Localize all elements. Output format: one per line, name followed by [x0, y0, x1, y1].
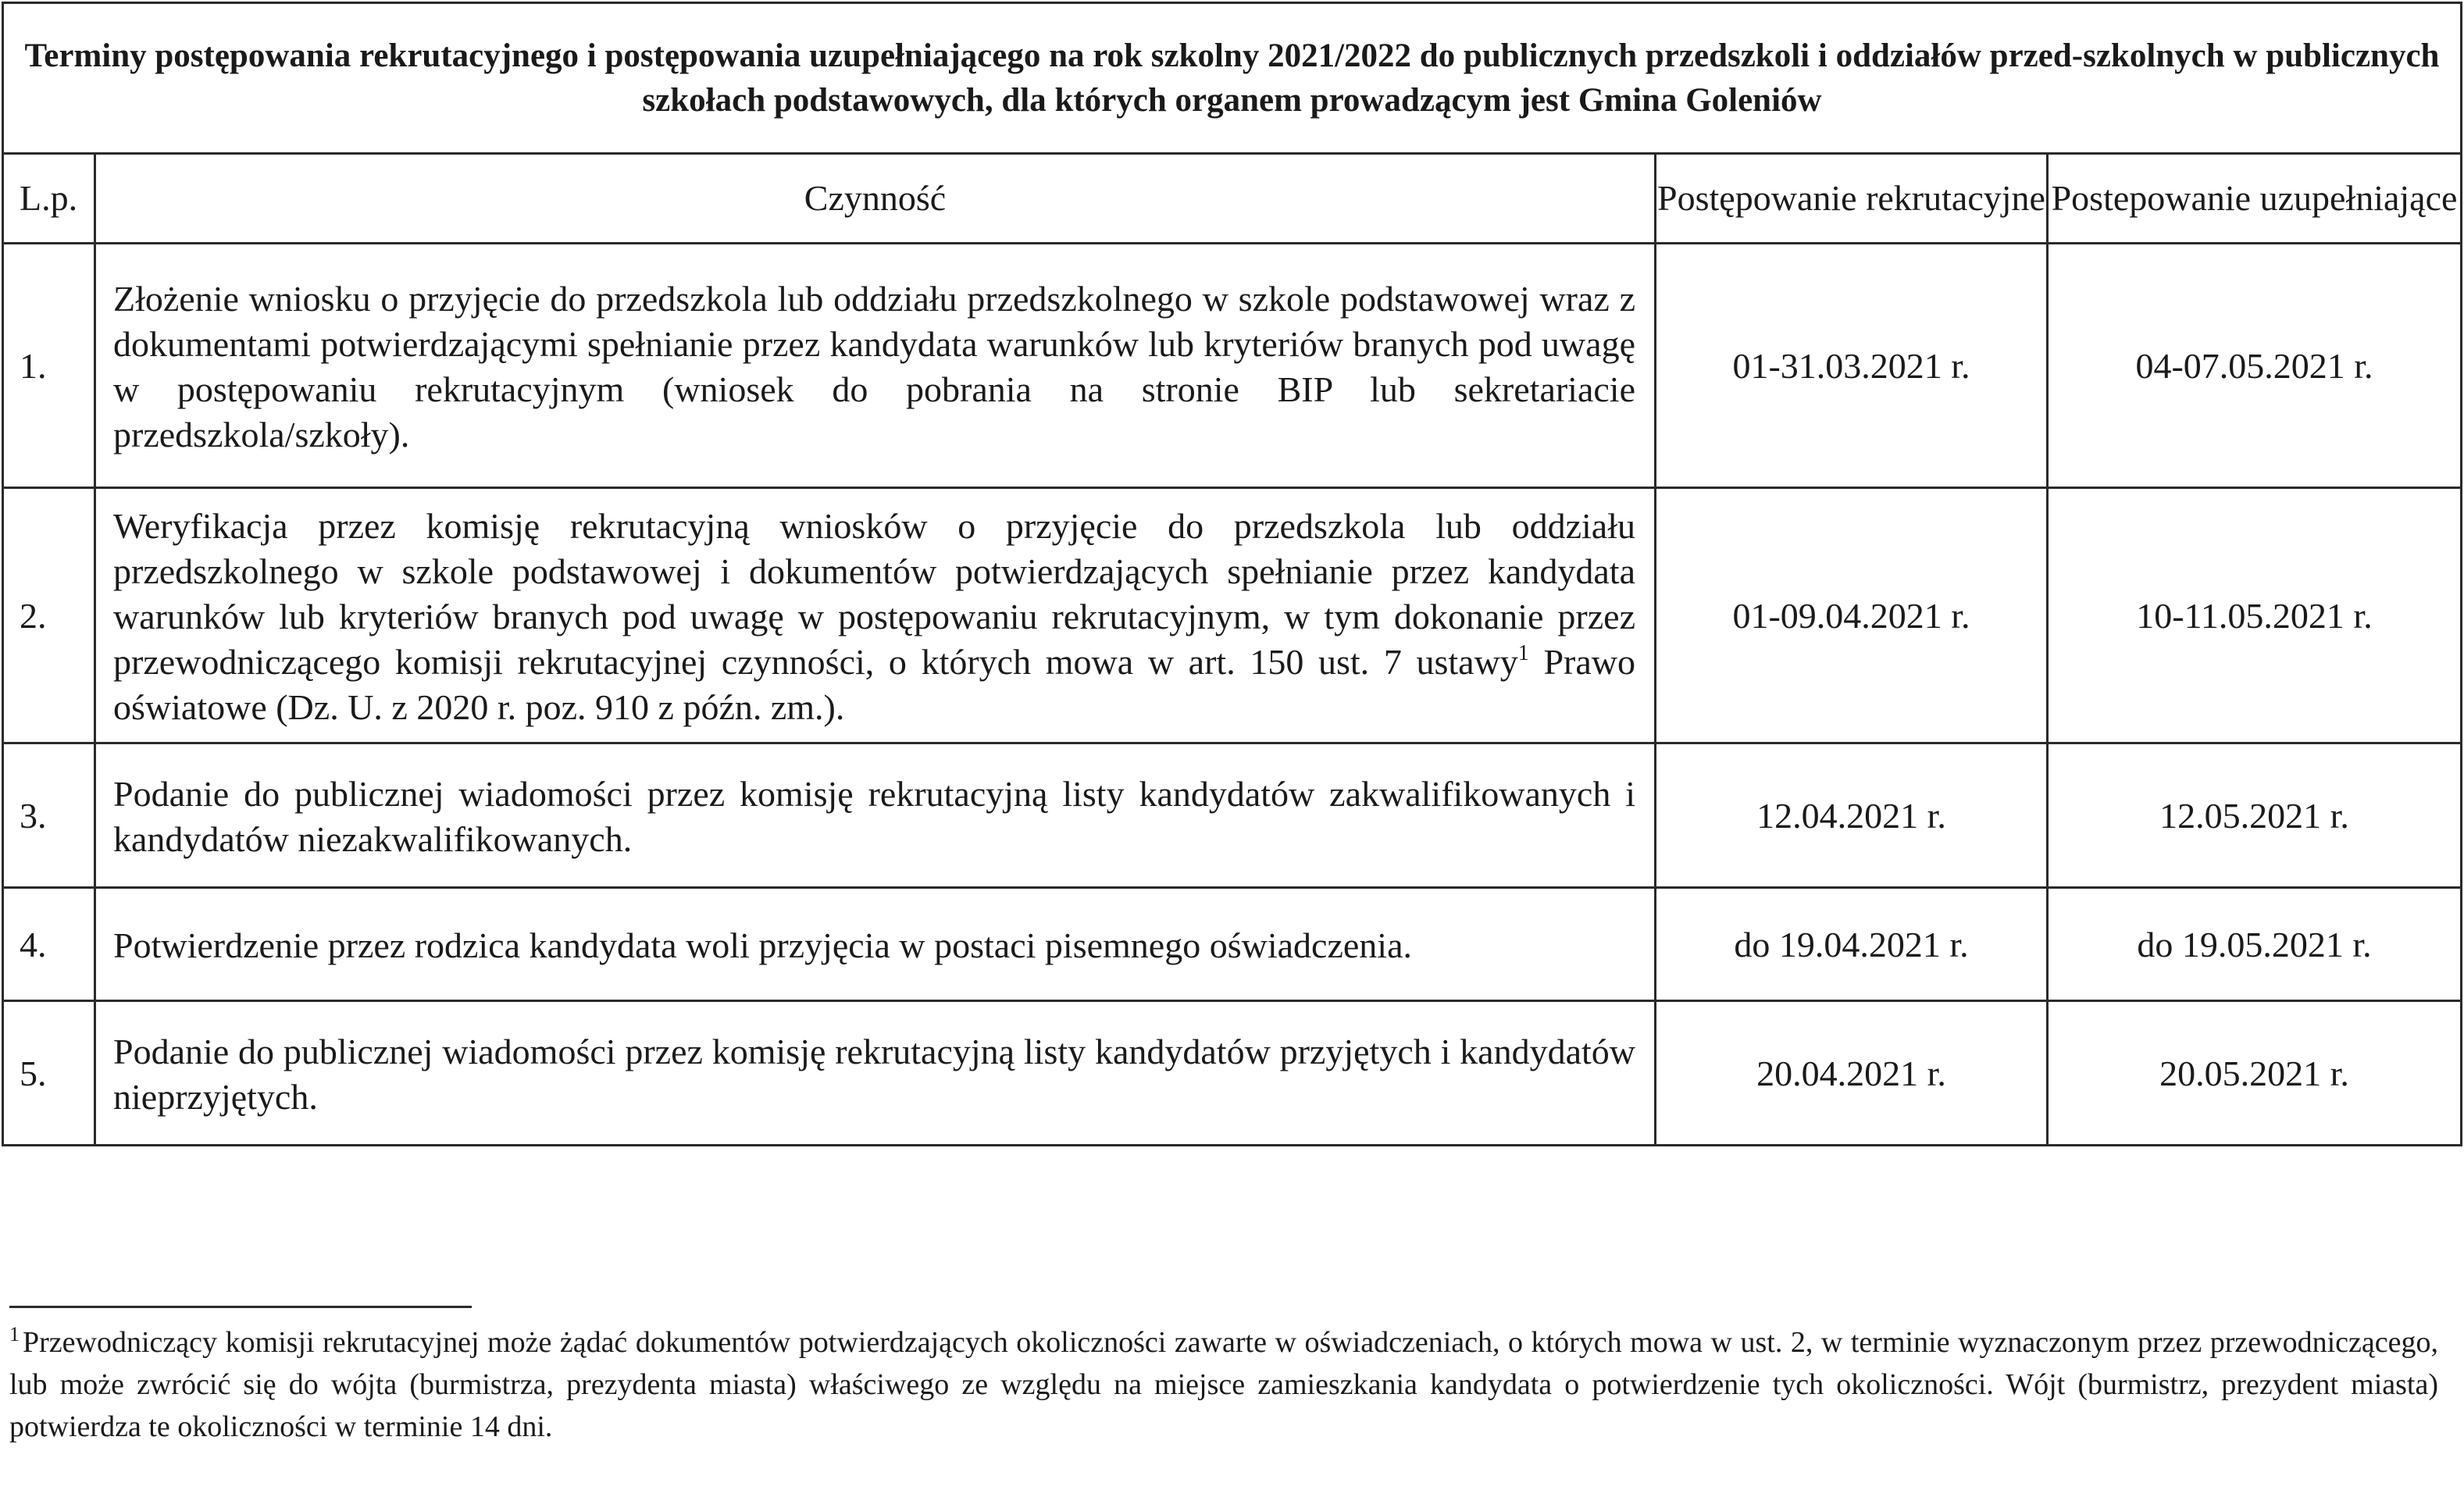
- row-action: Podanie do publicznej wiadomości przez komisję rekrutacyjną listy kandydatów przyjętych i kandydatów nieprzyjętych.: [95, 1001, 1656, 1146]
- footnote-mark: 1: [9, 1323, 20, 1346]
- row-recruitment-date: 01-31.03.2021 r.: [1656, 244, 2048, 488]
- row-number: 3.: [3, 743, 95, 888]
- column-header-action: Czynność: [95, 154, 1656, 244]
- table-header-row: [3, 154, 2462, 244]
- row-action-text-suffix: Prawo oświatowe (Dz. U. z 2020 r. poz. 910 z późn. zm.).: [113, 642, 1635, 727]
- row-recruitment-date: 01-09.04.2021 r.: [1656, 488, 2048, 743]
- table-row: [3, 488, 2462, 743]
- row-recruitment-date: 20.04.2021 r.: [1656, 1001, 2048, 1146]
- document-title: Terminy postępowania rekrutacyjnego i postępowania uzupełniającego na rok szkolny 2021/2022 do publicznych przedszkoli i oddziałów przed-szkolnych w publicznych szkołach podstawowych, dla których organem prowadzącym jest Gmina Goleniów: [3, 3, 2462, 154]
- row-recruitment-date: do 19.04.2021 r.: [1656, 888, 2048, 1001]
- table-row: [3, 244, 2462, 488]
- footnote-text: Przewodniczący komisji rekrutacyjnej może żądać dokumentów potwierdzających okoliczności zawarte w oświadczeniach, o których mowa w ust. 2, w terminie wyznaczonym przez przewodniczącego, lub może zwrócić się do wójta (burmistrza, prezydenta miasta) właściwego ze względu na miejsce zamieszkania kandydata o potwierdzenie tych okoliczności. Wójt (burmistrz, prezydent miasta) potwierdza te okoliczności w terminie 14 dni.: [9, 1326, 2438, 1443]
- footnote-divider: [9, 1306, 472, 1308]
- row-supplementary-date: do 19.05.2021 r.: [2048, 888, 2462, 1001]
- row-supplementary-date: 04-07.05.2021 r.: [2048, 244, 2462, 488]
- column-header-recruitment: Postępowanie rekrutacyjne: [1656, 154, 2048, 244]
- row-action-text: Weryfikacja przez komisję rekrutacyjną wniosków o przyjęcie do przedszkola lub oddziału przedszkolnego w szkole podstawowej i dokumentów potwierdzających spełnianie przez kandydata warunków lub kryteriów branych pod uwagę w postępowaniu rekrutacyjnym, w tym dokonanie przez przewodniczącego komisji rekrutacyjnej czynności, o których mowa w art. 150 ust. 7 ustawy: [113, 506, 1635, 682]
- row-action: Złożenie wniosku o przyjęcie do przedszkola lub oddziału przedszkolnego w szkole podstawowej wraz z dokumentami potwierdzającymi spełnianie przez kandydata warunków lub kryteriów branych pod uwagę w postępowaniu rekrutacyjnym (wniosek do pobrania na stronie BIP lub sekretariacie przedszkola/szkoły).: [95, 244, 1656, 488]
- row-supplementary-date: 20.05.2021 r.: [2048, 1001, 2462, 1146]
- footnote: [9, 1321, 2438, 1448]
- column-header-supplementary: Postepowanie uzupełniające: [2048, 154, 2462, 244]
- row-number: 2.: [3, 488, 95, 743]
- row-recruitment-date: 12.04.2021 r.: [1656, 743, 2048, 888]
- footnote-reference: 1: [1517, 641, 1529, 665]
- row-action: Podanie do publicznej wiadomości przez komisję rekrutacyjną listy kandydatów zakwalifikowanych i kandydatów niezakwalifikowanych.: [95, 743, 1656, 888]
- table-row: [3, 743, 2462, 888]
- row-number: 4.: [3, 888, 95, 1001]
- row-action: Potwierdzenie przez rodzica kandydata woli przyjęcia w postaci pisemnego oświadczenia.: [95, 888, 1656, 1001]
- table-title-row: [3, 3, 2462, 154]
- table-row: [3, 888, 2462, 1001]
- recruitment-schedule-table: [2, 2, 2462, 1146]
- row-number: 5.: [3, 1001, 95, 1146]
- table-row: [3, 1001, 2462, 1146]
- row-supplementary-date: 10-11.05.2021 r.: [2048, 488, 2462, 743]
- row-number: 1.: [3, 244, 95, 488]
- row-action: [95, 488, 1656, 743]
- row-supplementary-date: 12.05.2021 r.: [2048, 743, 2462, 888]
- column-header-lp: L.p.: [3, 154, 95, 244]
